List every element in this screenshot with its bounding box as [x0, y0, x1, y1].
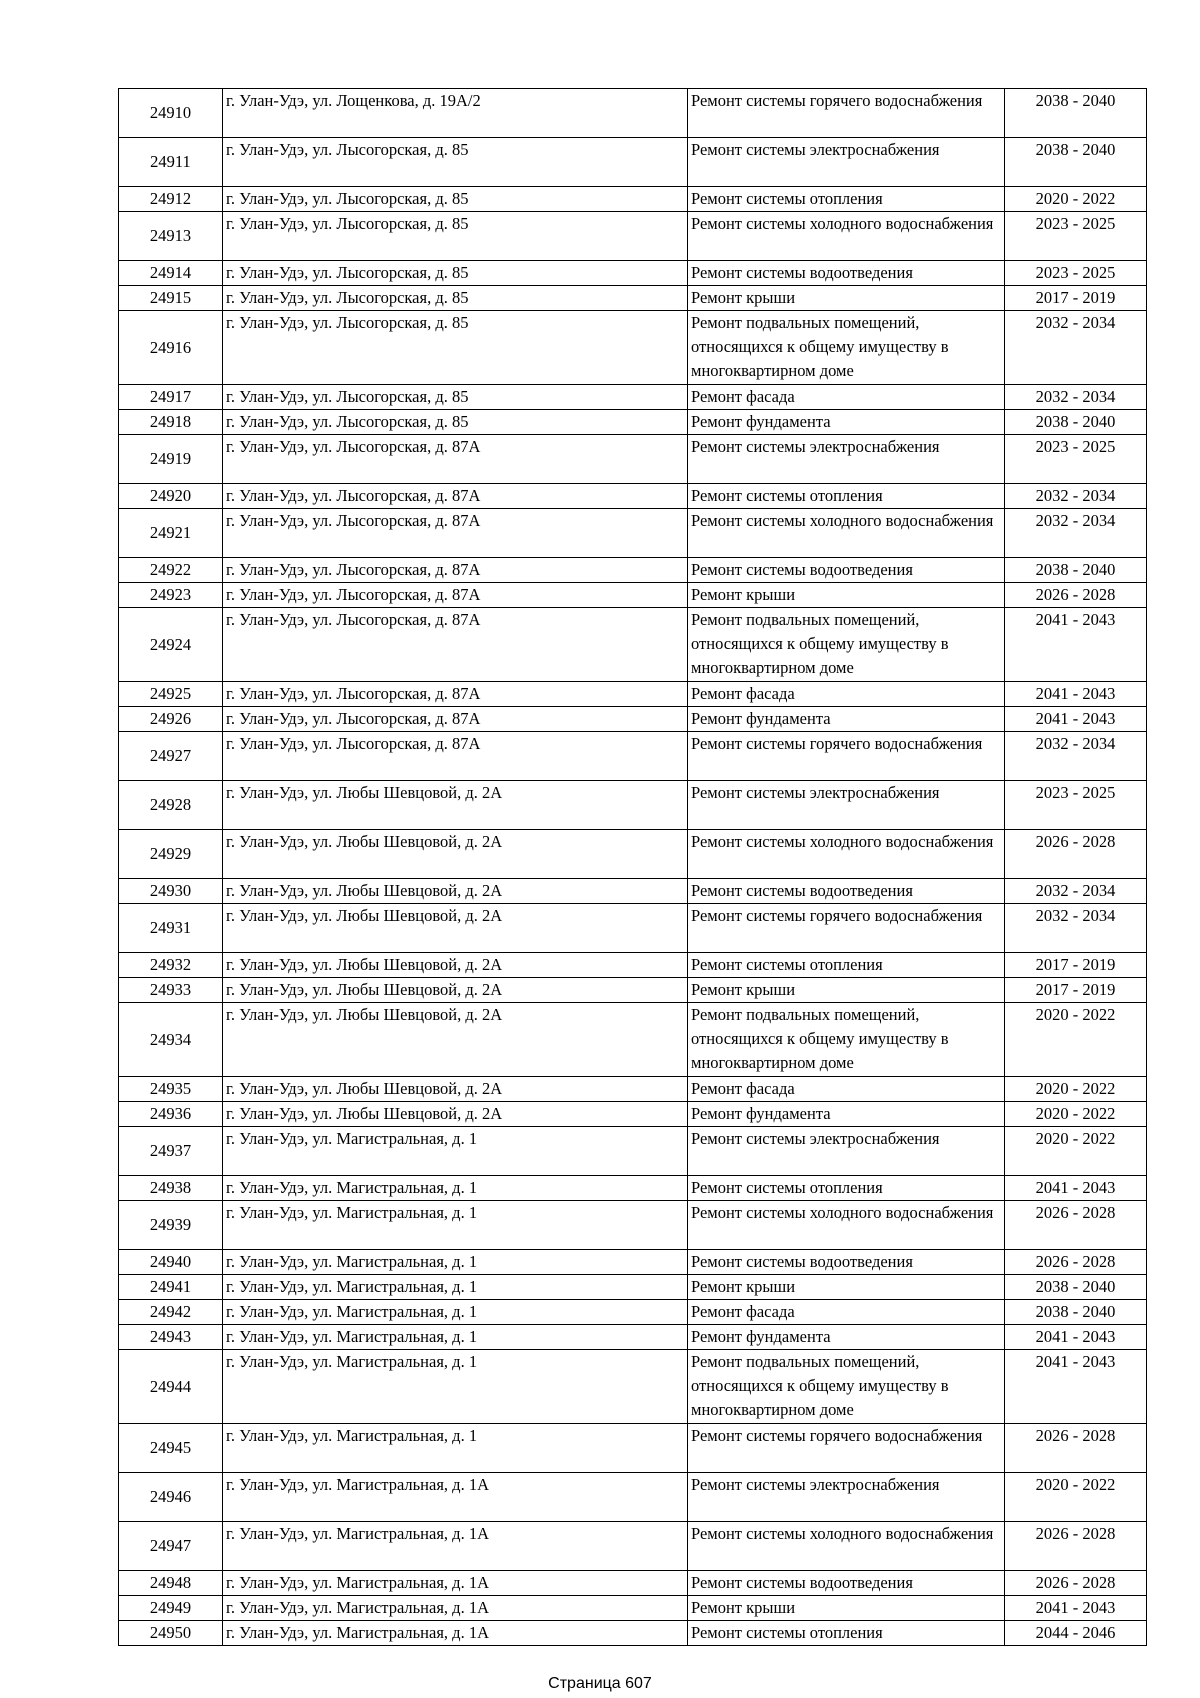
row-number: 24939 [119, 1201, 223, 1250]
period-cell: 2026 - 2028 [1005, 1424, 1147, 1473]
work-type-cell: Ремонт фасада [688, 385, 1005, 410]
row-number: 24938 [119, 1176, 223, 1201]
row-number: 24916 [119, 311, 223, 385]
row-number: 24920 [119, 484, 223, 509]
period-cell: 2038 - 2040 [1005, 410, 1147, 435]
table-row [119, 410, 1147, 435]
work-type-cell: Ремонт крыши [688, 1596, 1005, 1621]
address-cell: г. Улан-Удэ, ул. Магистральная, д. 1 [223, 1300, 688, 1325]
table-row [119, 1275, 1147, 1300]
work-type-cell: Ремонт крыши [688, 286, 1005, 311]
row-number: 24918 [119, 410, 223, 435]
row-number: 24943 [119, 1325, 223, 1350]
work-type-cell: Ремонт системы отопления [688, 484, 1005, 509]
address-cell: г. Улан-Удэ, ул. Магистральная, д. 1 [223, 1176, 688, 1201]
row-number: 24915 [119, 286, 223, 311]
table-row [119, 1596, 1147, 1621]
table-row [119, 1201, 1147, 1250]
work-type-cell: Ремонт подвальных помещений, относящихся к общему имуществу в многоквартирном доме [688, 311, 1005, 385]
row-number: 24929 [119, 830, 223, 879]
work-type-cell: Ремонт системы водоотведения [688, 1250, 1005, 1275]
period-cell: 2020 - 2022 [1005, 1102, 1147, 1127]
table-row [119, 286, 1147, 311]
address-cell: г. Улан-Удэ, ул. Лысогорская, д. 87А [223, 608, 688, 682]
table-row [119, 509, 1147, 558]
address-cell: г. Улан-Удэ, ул. Лысогорская, д. 85 [223, 138, 688, 187]
row-number: 24936 [119, 1102, 223, 1127]
table-row [119, 707, 1147, 732]
work-type-cell: Ремонт системы отопления [688, 1621, 1005, 1646]
row-number: 24934 [119, 1003, 223, 1077]
address-cell: г. Улан-Удэ, ул. Магистральная, д. 1А [223, 1473, 688, 1522]
row-number: 24947 [119, 1522, 223, 1571]
row-number: 24937 [119, 1127, 223, 1176]
row-number: 24914 [119, 261, 223, 286]
period-cell: 2041 - 2043 [1005, 1325, 1147, 1350]
period-cell: 2026 - 2028 [1005, 1571, 1147, 1596]
address-cell: г. Улан-Удэ, ул. Лысогорская, д. 87А [223, 682, 688, 707]
row-number: 24942 [119, 1300, 223, 1325]
address-cell: г. Улан-Удэ, ул. Магистральная, д. 1А [223, 1621, 688, 1646]
period-cell: 2017 - 2019 [1005, 286, 1147, 311]
address-cell: г. Улан-Удэ, ул. Магистральная, д. 1 [223, 1350, 688, 1424]
address-cell: г. Улан-Удэ, ул. Лысогорская, д. 87А [223, 707, 688, 732]
table-row [119, 311, 1147, 385]
period-cell: 2041 - 2043 [1005, 1350, 1147, 1424]
address-cell: г. Улан-Удэ, ул. Любы Шевцовой, д. 2А [223, 1077, 688, 1102]
table-row [119, 435, 1147, 484]
table-row [119, 1176, 1147, 1201]
period-cell: 2041 - 2043 [1005, 1596, 1147, 1621]
table-row [119, 138, 1147, 187]
period-cell: 2032 - 2034 [1005, 484, 1147, 509]
period-cell: 2044 - 2046 [1005, 1621, 1147, 1646]
work-type-cell: Ремонт фундамента [688, 410, 1005, 435]
address-cell: г. Улан-Удэ, ул. Любы Шевцовой, д. 2А [223, 1102, 688, 1127]
period-cell: 2032 - 2034 [1005, 509, 1147, 558]
table-row [119, 904, 1147, 953]
row-number: 24950 [119, 1621, 223, 1646]
address-cell: г. Улан-Удэ, ул. Лысогорская, д. 85 [223, 187, 688, 212]
table-row [119, 1250, 1147, 1275]
address-cell: г. Улан-Удэ, ул. Любы Шевцовой, д. 2А [223, 978, 688, 1003]
table-row [119, 1571, 1147, 1596]
row-number: 24910 [119, 89, 223, 138]
period-cell: 2032 - 2034 [1005, 904, 1147, 953]
period-cell: 2020 - 2022 [1005, 187, 1147, 212]
work-type-cell: Ремонт системы холодного водоснабжения [688, 509, 1005, 558]
row-number: 24911 [119, 138, 223, 187]
address-cell: г. Улан-Удэ, ул. Лысогорская, д. 87А [223, 732, 688, 781]
row-number: 24933 [119, 978, 223, 1003]
work-type-cell: Ремонт системы электроснабжения [688, 1473, 1005, 1522]
period-cell: 2032 - 2034 [1005, 732, 1147, 781]
period-cell: 2023 - 2025 [1005, 435, 1147, 484]
work-type-cell: Ремонт фасада [688, 1077, 1005, 1102]
table-row [119, 385, 1147, 410]
table-row [119, 1325, 1147, 1350]
table-row [119, 1350, 1147, 1424]
row-number: 24944 [119, 1350, 223, 1424]
address-cell: г. Улан-Удэ, ул. Лысогорская, д. 87А [223, 435, 688, 484]
row-number: 24945 [119, 1424, 223, 1473]
work-type-cell: Ремонт системы водоотведения [688, 879, 1005, 904]
period-cell: 2026 - 2028 [1005, 583, 1147, 608]
period-cell: 2038 - 2040 [1005, 1275, 1147, 1300]
row-number: 24926 [119, 707, 223, 732]
address-cell: г. Улан-Удэ, ул. Лысогорская, д. 87А [223, 583, 688, 608]
row-number: 24917 [119, 385, 223, 410]
row-number: 24941 [119, 1275, 223, 1300]
period-cell: 2020 - 2022 [1005, 1077, 1147, 1102]
address-cell: г. Улан-Удэ, ул. Магистральная, д. 1А [223, 1571, 688, 1596]
table-row [119, 1473, 1147, 1522]
row-number: 24948 [119, 1571, 223, 1596]
period-cell: 2017 - 2019 [1005, 978, 1147, 1003]
address-cell: г. Улан-Удэ, ул. Лысогорская, д. 85 [223, 410, 688, 435]
table-row [119, 558, 1147, 583]
address-cell: г. Улан-Удэ, ул. Лысогорская, д. 85 [223, 212, 688, 261]
table-row [119, 682, 1147, 707]
table-row [119, 1077, 1147, 1102]
address-cell: г. Улан-Удэ, ул. Лысогорская, д. 87А [223, 484, 688, 509]
table-row [119, 1621, 1147, 1646]
address-cell: г. Улан-Удэ, ул. Магистральная, д. 1 [223, 1275, 688, 1300]
period-cell: 2020 - 2022 [1005, 1473, 1147, 1522]
work-type-cell: Ремонт системы отопления [688, 953, 1005, 978]
row-number: 24932 [119, 953, 223, 978]
period-cell: 2026 - 2028 [1005, 1250, 1147, 1275]
table-row [119, 1127, 1147, 1176]
period-cell: 2038 - 2040 [1005, 558, 1147, 583]
period-cell: 2026 - 2028 [1005, 1522, 1147, 1571]
work-type-cell: Ремонт системы горячего водоснабжения [688, 89, 1005, 138]
period-cell: 2020 - 2022 [1005, 1127, 1147, 1176]
work-type-cell: Ремонт системы электроснабжения [688, 1127, 1005, 1176]
table-row [119, 1003, 1147, 1077]
address-cell: г. Улан-Удэ, ул. Лысогорская, д. 85 [223, 286, 688, 311]
period-cell: 2023 - 2025 [1005, 261, 1147, 286]
address-cell: г. Улан-Удэ, ул. Магистральная, д. 1А [223, 1522, 688, 1571]
work-type-cell: Ремонт крыши [688, 978, 1005, 1003]
work-type-cell: Ремонт системы отопления [688, 187, 1005, 212]
work-type-cell: Ремонт подвальных помещений, относящихся к общему имуществу в многоквартирном доме [688, 1350, 1005, 1424]
work-type-cell: Ремонт крыши [688, 583, 1005, 608]
period-cell: 2038 - 2040 [1005, 89, 1147, 138]
table-row [119, 187, 1147, 212]
period-cell: 2032 - 2034 [1005, 879, 1147, 904]
table-row [119, 608, 1147, 682]
address-cell: г. Улан-Удэ, ул. Любы Шевцовой, д. 2А [223, 953, 688, 978]
address-cell: г. Улан-Удэ, ул. Лысогорская, д. 87А [223, 509, 688, 558]
row-number: 24949 [119, 1596, 223, 1621]
row-number: 24928 [119, 781, 223, 830]
row-number: 24919 [119, 435, 223, 484]
row-number: 24940 [119, 1250, 223, 1275]
period-cell: 2026 - 2028 [1005, 830, 1147, 879]
work-type-cell: Ремонт фундамента [688, 1102, 1005, 1127]
address-cell: г. Улан-Удэ, ул. Лысогорская, д. 87А [223, 558, 688, 583]
work-type-cell: Ремонт системы холодного водоснабжения [688, 1522, 1005, 1571]
table-row [119, 732, 1147, 781]
row-number: 24930 [119, 879, 223, 904]
table-row [119, 89, 1147, 138]
page-number: Страница 607 [548, 1675, 652, 1692]
address-cell: г. Улан-Удэ, ул. Магистральная, д. 1А [223, 1596, 688, 1621]
row-number: 24925 [119, 682, 223, 707]
work-type-cell: Ремонт системы электроснабжения [688, 138, 1005, 187]
work-type-cell: Ремонт подвальных помещений, относящихся к общему имуществу в многоквартирном доме [688, 608, 1005, 682]
row-number: 24935 [119, 1077, 223, 1102]
address-cell: г. Улан-Удэ, ул. Магистральная, д. 1 [223, 1325, 688, 1350]
period-cell: 2041 - 2043 [1005, 707, 1147, 732]
address-cell: г. Улан-Удэ, ул. Любы Шевцовой, д. 2А [223, 781, 688, 830]
row-number: 24921 [119, 509, 223, 558]
address-cell: г. Улан-Удэ, ул. Лысогорская, д. 85 [223, 311, 688, 385]
period-cell: 2023 - 2025 [1005, 781, 1147, 830]
work-type-cell: Ремонт системы водоотведения [688, 1571, 1005, 1596]
work-type-cell: Ремонт фундамента [688, 1325, 1005, 1350]
address-cell: г. Улан-Удэ, ул. Магистральная, д. 1 [223, 1201, 688, 1250]
period-cell: 2041 - 2043 [1005, 608, 1147, 682]
work-type-cell: Ремонт системы электроснабжения [688, 781, 1005, 830]
work-type-cell: Ремонт системы отопления [688, 1176, 1005, 1201]
address-cell: г. Улан-Удэ, ул. Магистральная, д. 1 [223, 1127, 688, 1176]
work-type-cell: Ремонт системы горячего водоснабжения [688, 1424, 1005, 1473]
table-row [119, 781, 1147, 830]
period-cell: 2017 - 2019 [1005, 953, 1147, 978]
repair-schedule-table [118, 88, 1147, 1646]
row-number: 24946 [119, 1473, 223, 1522]
address-cell: г. Улан-Удэ, ул. Магистральная, д. 1 [223, 1424, 688, 1473]
row-number: 24923 [119, 583, 223, 608]
row-number: 24913 [119, 212, 223, 261]
row-number: 24924 [119, 608, 223, 682]
table-row [119, 583, 1147, 608]
work-type-cell: Ремонт системы холодного водоснабжения [688, 1201, 1005, 1250]
table-row [119, 953, 1147, 978]
period-cell: 2020 - 2022 [1005, 1003, 1147, 1077]
period-cell: 2041 - 2043 [1005, 682, 1147, 707]
table-row [119, 261, 1147, 286]
table-row [119, 484, 1147, 509]
work-type-cell: Ремонт фасада [688, 1300, 1005, 1325]
address-cell: г. Улан-Удэ, ул. Любы Шевцовой, д. 2А [223, 1003, 688, 1077]
period-cell: 2038 - 2040 [1005, 138, 1147, 187]
period-cell: 2032 - 2034 [1005, 385, 1147, 410]
row-number: 24922 [119, 558, 223, 583]
table-body [119, 89, 1147, 1646]
address-cell: г. Улан-Удэ, ул. Лысогорская, д. 85 [223, 385, 688, 410]
work-type-cell: Ремонт системы электроснабжения [688, 435, 1005, 484]
address-cell: г. Улан-Удэ, ул. Любы Шевцовой, д. 2А [223, 904, 688, 953]
table-row [119, 1300, 1147, 1325]
table-row [119, 879, 1147, 904]
period-cell: 2032 - 2034 [1005, 311, 1147, 385]
table-row [119, 830, 1147, 879]
address-cell: г. Улан-Удэ, ул. Лысогорская, д. 85 [223, 261, 688, 286]
address-cell: г. Улан-Удэ, ул. Магистральная, д. 1 [223, 1250, 688, 1275]
period-cell: 2038 - 2040 [1005, 1300, 1147, 1325]
work-type-cell: Ремонт фундамента [688, 707, 1005, 732]
work-type-cell: Ремонт крыши [688, 1275, 1005, 1300]
period-cell: 2041 - 2043 [1005, 1176, 1147, 1201]
work-type-cell: Ремонт системы холодного водоснабжения [688, 830, 1005, 879]
address-cell: г. Улан-Удэ, ул. Любы Шевцовой, д. 2А [223, 830, 688, 879]
address-cell: г. Улан-Удэ, ул. Любы Шевцовой, д. 2А [223, 879, 688, 904]
work-type-cell: Ремонт фасада [688, 682, 1005, 707]
row-number: 24931 [119, 904, 223, 953]
row-number: 24927 [119, 732, 223, 781]
table-row [119, 212, 1147, 261]
period-cell: 2026 - 2028 [1005, 1201, 1147, 1250]
work-type-cell: Ремонт подвальных помещений, относящихся к общему имуществу в многоквартирном доме [688, 1003, 1005, 1077]
work-type-cell: Ремонт системы горячего водоснабжения [688, 904, 1005, 953]
work-type-cell: Ремонт системы водоотведения [688, 558, 1005, 583]
table-row [119, 1102, 1147, 1127]
table-row [119, 1522, 1147, 1571]
work-type-cell: Ремонт системы водоотведения [688, 261, 1005, 286]
table-row [119, 1424, 1147, 1473]
work-type-cell: Ремонт системы холодного водоснабжения [688, 212, 1005, 261]
table-row [119, 978, 1147, 1003]
work-type-cell: Ремонт системы горячего водоснабжения [688, 732, 1005, 781]
row-number: 24912 [119, 187, 223, 212]
address-cell: г. Улан-Удэ, ул. Лощенкова, д. 19А/2 [223, 89, 688, 138]
period-cell: 2023 - 2025 [1005, 212, 1147, 261]
